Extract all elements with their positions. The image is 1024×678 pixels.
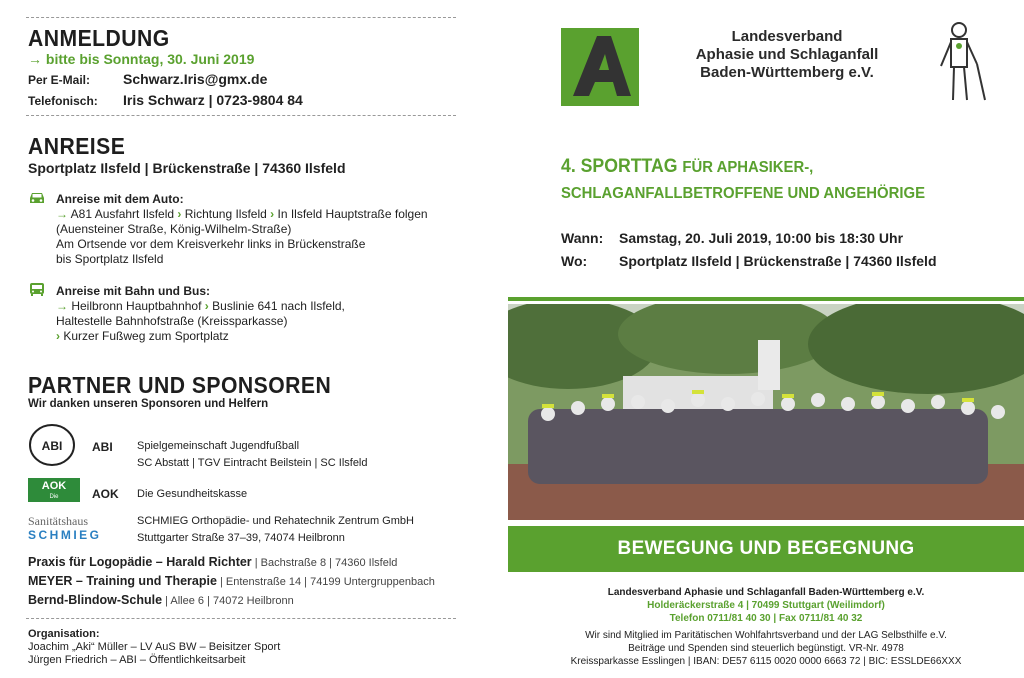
association-line3: Baden-Württemberg e.V. [700,64,874,81]
car-title: Anreise mit dem Auto: [56,192,184,206]
sponsor-address: | Bachstraße 8 | 74360 Ilsfeld [251,557,398,569]
car-step: A81 Ausfahrt Ilsfeld [70,207,175,221]
association-logo [561,28,639,106]
anreise-heading: ANREISE [28,133,126,159]
email-label: Per E-Mail: [28,73,91,87]
association-name [672,28,902,82]
schmieg-text [137,513,414,547]
abi-abbr: ABI [92,440,113,454]
chevron-icon: › [204,299,209,313]
email-row [28,71,268,87]
schmieg-logo-top: Sanitätshaus [28,514,88,528]
divider [26,115,456,116]
phone-row [28,92,303,108]
footer-member: Wir sind Mitglied im Paritätischen Wohlfahrtsverband und der LAG Selbsthilfe e.V. [585,630,947,641]
aok-abbr: AOK [92,487,119,501]
where-value: Sportplatz Ilsfeld | Brückenstraße | 74360 Ilsfeld [619,253,937,269]
person-with-cane-icon [937,20,989,104]
deadline-text: → bitte bis Sonntag, 30. Juni 2019 [28,51,255,67]
organisation-label: Organisation: [28,628,100,640]
association-line2: Aphasie und Schlaganfall [695,46,879,63]
bus-icon [28,282,46,296]
bus-line: Haltestelle Bahnhofstraße (Kreissparkasse) [56,314,288,328]
phone-label: Telefonisch: [28,94,98,108]
bus-step: Buslinie 641 nach Ilsfeld, [212,299,345,313]
sponsor-address: | Entenstraße 14 | 74199 Untergruppenbach [216,576,435,588]
anmeldung-heading: ANMELDUNG [28,25,170,51]
car-step: In Ilsfeld Hauptstraße folgen [277,207,428,221]
green-divider [508,297,1024,301]
schmieg-line2: Stuttgarter Straße 37–39, 74074 Heilbronn [137,532,345,544]
car-directions [56,192,428,267]
email-link[interactable]: Schwarz.Iris@gmx.de [123,71,268,87]
phone-value: Iris Schwarz | 0723-9804 84 [123,92,303,108]
abi-line2: SC Abstatt | TGV Eintracht Beilstein | SC Ilsfeld [137,457,368,469]
bus-directions [56,284,345,344]
sponsor-address: | Allee 6 | 74072 Heilbronn [162,595,294,607]
sponsor-meyer [28,574,435,588]
event-title [561,154,925,207]
footer-tax: Beiträge und Spenden sind steuerlich begünstigt. VR-Nr. 4978 [628,643,904,654]
footer-address [508,586,1024,625]
footer-org: Landesverband Aphasie und Schlaganfall Baden-Württemberg e.V. [607,587,925,598]
aok-logo [28,478,80,511]
aok-logo-text: AOK [41,480,67,492]
schmieg-line1: SCHMIEG Orthopädie- und Rehatechnik Zentrum GmbH [137,515,414,527]
sponsor-blindow [28,593,294,607]
event-when [561,230,904,246]
abi-text [137,438,368,472]
divider [26,17,456,18]
chevron-icon: › [177,207,182,221]
event-title-main: 4. SPORTTAG [561,156,678,177]
partner-heading: PARTNER UND SPONSOREN [28,372,332,398]
footer-bank: Kreissparkasse Esslingen | IBAN: DE57 6115 0020 0000 6663 72 | BIC: ESSLDE66XXX [570,656,962,667]
car-line: bis Sportplatz Ilsfeld [56,252,164,266]
car-icon [28,191,46,205]
organisation-person: Joachim „Aki“ Müller – LV AuS BW – Beisitzer Sport [28,641,281,653]
schmieg-logo [28,514,118,542]
a-letter-icon [561,28,639,106]
event-where [561,253,937,269]
association-line1: Landesverband [731,28,843,45]
arrow-icon: → [56,207,68,221]
left-panel [0,0,480,678]
divider [26,618,456,619]
bus-step: Heilbronn Hauptbahnhof [71,299,202,313]
when-value: Samstag, 20. Juli 2019, 10:00 bis 18:30 Uhr [619,230,904,246]
sponsor-praxis [28,555,397,569]
sponsor-name: Bernd-Blindow-Schule [28,593,163,607]
chevron-icon: › [270,207,275,221]
car-line: (Auensteiner Straße, König-Wilhelm-Straße) [56,222,292,236]
event-title-sub: FÜR APHASIKER-, [682,159,814,176]
organisation-person: Jürgen Friedrich – ABI – Öffentlichkeitsarbeit [28,654,246,666]
car-line: Am Ortsende vor dem Kreisverkehr links in Brückenstraße [56,237,366,251]
schmieg-logo-bottom: SCHMIEG [28,528,102,542]
footer-phone: Telefon 0711/81 40 30 | Fax 0711/81 40 32 [669,613,863,624]
where-label: Wo: [561,253,588,269]
sponsor-name: MEYER – Training und Therapie [28,574,217,588]
bus-title: Anreise mit Bahn und Bus: [56,284,211,298]
anreise-location: Sportplatz Ilsfeld | Brückenstraße | 74360 Ilsfeld [28,160,346,176]
organisation [28,628,280,667]
chevron-icon: › [56,329,60,343]
group-photo [508,304,1024,520]
arrow-icon: → [56,299,68,313]
when-label: Wann: [561,230,604,246]
partner-subheading: Wir danken unseren Sponsoren und Helfern [28,398,269,410]
car-step: Richtung Ilsfeld [184,207,267,221]
aok-logo-sub: Die Gesundheitskasse [29,494,79,511]
abi-logo-text: ABI [41,439,63,453]
aok-text: Die Gesundheitskasse [137,488,248,500]
event-title-line2: SCHLAGANFALLBETROFFENE UND ANGEHÖRIGE [561,185,926,202]
bus-line: Kurzer Fußweg zum Sportplatz [63,329,229,343]
abi-line1: Spielgemeinschaft Jugendfußball [137,440,300,452]
motto-banner: BEWEGUNG UND BEGEGNUNG [508,526,1024,572]
abi-logo [28,423,76,467]
footer-info [508,629,1024,668]
sponsor-name: Praxis für Logopädie – Harald Richter [28,555,252,569]
footer-street: Holderäckerstraße 4 | 70499 Stuttgart (Weilimdorf) [647,600,885,611]
